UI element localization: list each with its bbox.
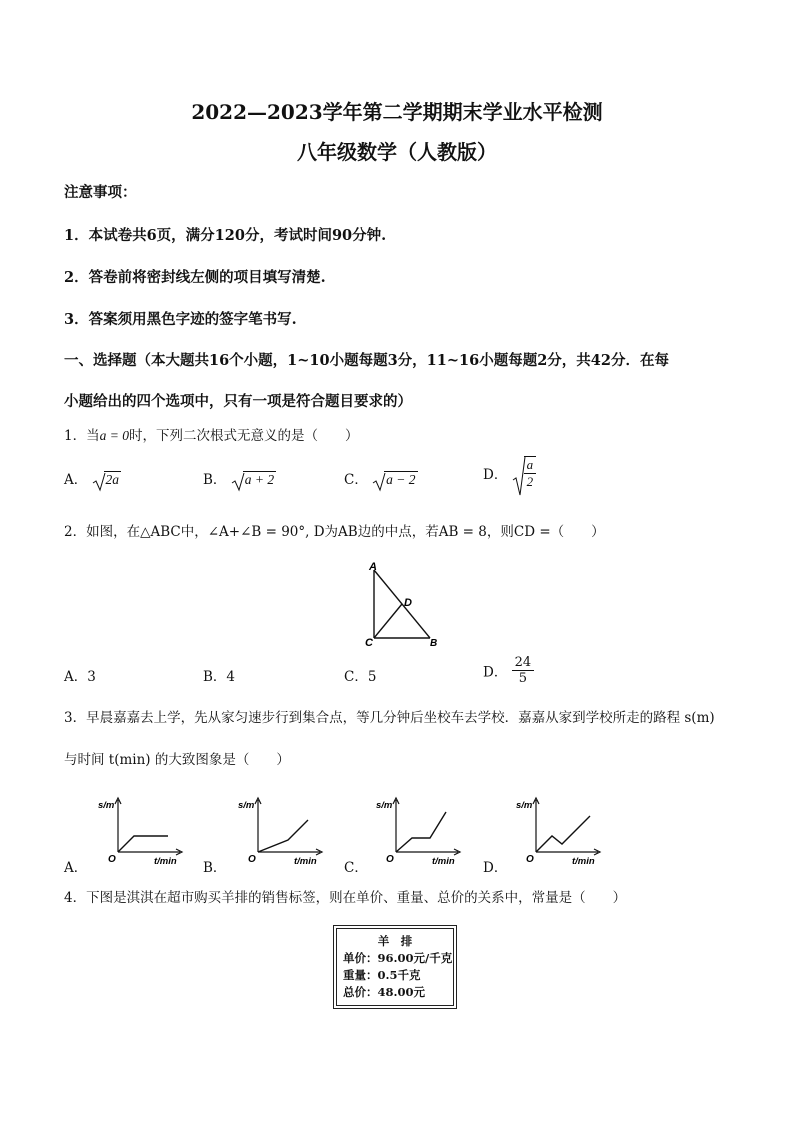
price-label-weight: 重量：0.5千克 [343, 968, 421, 982]
y-axis-label: s/m [238, 800, 255, 811]
origin-label: O [386, 854, 394, 865]
sqrt-expression: a − 2 [372, 472, 417, 488]
q2-option-d[interactable]: D． $\frac{24}{5}$ [483, 655, 534, 686]
notice-item: 1．本试卷共6页，满分120分，考试时间90分钟. [64, 227, 387, 244]
origin-label: O [108, 854, 116, 865]
x-axis-label: t/min [572, 856, 595, 867]
x-axis-label: t/min [294, 856, 317, 867]
q3-graph-d [514, 792, 606, 870]
q3-option-c-label[interactable]: C． [344, 860, 368, 876]
option-label: C． [344, 472, 368, 488]
triangle-figure [360, 560, 450, 652]
section-heading: 一、选择题（本大题共16个小题，1~10小题每题3分，11~16小题每题2分，共42分．在每 [64, 352, 669, 369]
exam-subtitle: 八年级数学（人教版） [297, 140, 497, 164]
fraction: $\frac{24}{5}$ [512, 655, 535, 686]
exam-title: 2022—2023学年第二学期期末学业水平检测 [191, 100, 603, 124]
radical-sign-icon [512, 456, 526, 496]
q1-option-d[interactable] [483, 456, 536, 490]
radical-sign-icon [231, 472, 245, 492]
q3-option-a-label[interactable]: A． [64, 860, 88, 876]
y-axis-label: s/m [98, 800, 115, 811]
question-2: 2．如图，在△ABC中，∠A+∠B = 90°, D为AB边的中点，若AB = 8，则CD =（ ） [64, 524, 605, 540]
radical-sign-icon [372, 472, 386, 492]
section-heading-cont: 小题给出的四个选项中，只有一项是符合题目要求的） [64, 393, 412, 410]
q3-graph-b [236, 792, 328, 870]
sqrt-expression: 2a [92, 472, 122, 488]
question-1 [64, 424, 358, 444]
question-4: 4．下图是淇淇在超市购买羊排的销售标签，则在单价、重量、总价的关系中，常量是（ ） [64, 890, 627, 906]
option-label: D． [483, 467, 508, 483]
sqrt-fraction: $\frac{a}{2}$ [512, 456, 537, 490]
q1-option-a[interactable] [64, 468, 121, 488]
option-label: A． [64, 472, 88, 488]
vertex-label-b: B [430, 638, 438, 649]
question-3-line1: 3．早晨嘉嘉去上学，先从家匀速步行到集合点，等几分钟后坐校车去学校．嘉嘉从家到学校所走的路程 s(m) [64, 710, 715, 726]
vertex-label-a: A [369, 561, 377, 573]
radical-sign-icon [92, 472, 106, 492]
q2-option-b[interactable]: B．4 [203, 669, 236, 685]
notice-item: 2．答卷前将密封线左侧的项目填写清楚. [64, 269, 326, 286]
q3-option-d-label[interactable]: D． [483, 860, 508, 876]
q3-graph-a [96, 792, 188, 870]
x-axis-label: t/min [154, 856, 177, 867]
origin-label: O [526, 854, 534, 865]
q3-graph-c [374, 792, 466, 870]
y-axis-label: s/m [516, 800, 533, 811]
q1-text-post: 时，下列二次根式无意义的是（ ） [128, 428, 359, 444]
q1-text-pre: 1．当 [64, 428, 100, 444]
y-axis-label: s/m [376, 800, 393, 811]
q1-option-b[interactable] [203, 468, 276, 488]
option-label: B． [203, 472, 227, 488]
vertex-label-c: C [365, 637, 373, 649]
q2-option-a[interactable]: A．3 [64, 669, 96, 685]
notice-heading: 注意事项： [64, 184, 137, 201]
sqrt-expression: a + 2 [231, 472, 276, 488]
price-label-unit-price: 单价：96.00元/千克 [343, 951, 453, 965]
price-label [336, 928, 454, 1006]
x-axis-label: t/min [432, 856, 455, 867]
q3-option-b-label[interactable]: B． [203, 860, 227, 876]
q1-math: a = 0 [99, 428, 129, 443]
q2-option-c[interactable]: C．5 [344, 669, 377, 685]
question-3-line2: 与时间 t(min) 的大致图象是（ ） [64, 752, 290, 768]
q1-option-c[interactable] [344, 468, 418, 488]
price-label-total: 总价：48.00元 [343, 985, 426, 999]
price-label-title: 羊 排 [377, 934, 413, 948]
origin-label: O [248, 854, 256, 865]
notice-item: 3．答案须用黑色字迹的签字笔书写. [64, 311, 297, 328]
vertex-label-d: D [404, 597, 412, 609]
